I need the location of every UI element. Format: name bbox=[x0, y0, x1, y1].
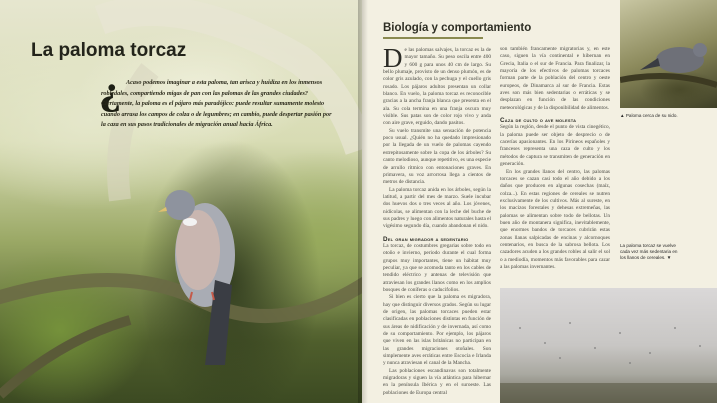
caption-top: ▲ Paloma cerca de su nido. bbox=[620, 113, 678, 118]
heading-rule bbox=[383, 37, 483, 39]
paragraph: Las poblaciones escandinavas son totalmente migradoras y siguen la vía atlántica para hibernar en la península Ibérica y en el suroeste. Las poblaciones de Europa central bbox=[383, 367, 491, 396]
paragraph: La paloma torcaz anida en los árboles, según la latitud, a partir del mes de marzo. Suele incubar dos huevos dos o tres veces al año. Los jóvenes, nidícolas, se alimentan con la leche del buche de sus padres y luego con alimentos naturales hasta el vigésimo segundo día, cuando abandonan el nido. bbox=[383, 186, 491, 230]
flock-illustration bbox=[500, 288, 717, 403]
page-gutter bbox=[358, 0, 368, 403]
drop-cap: D bbox=[383, 43, 403, 73]
photo-pigeon-near-nest bbox=[620, 0, 717, 108]
subheading-migrador: Del gran migrador a sedentario bbox=[383, 235, 469, 243]
caption-bottom: La paloma torcaz se vuelve cada vez más sedentaria en los llanos de cereales. ▼ bbox=[620, 243, 678, 260]
paragraph: La torcaz, de costumbres gregarias sobre todo en otoño e invierno, periodo durante el cual forma grupos muy importantes, tiene un hábitat muy peculiar, ya que se acomoda tanto en los cables de tendido eléctrico y antenas de televisión que atraviesan los grandes llanos como en los amplios bosques de coníferas o caducifolios. bbox=[383, 242, 491, 293]
photo-flock-over-fields bbox=[500, 288, 717, 403]
paragraph: Su vuelo transmite una sensación de potencia poco usual. ¿Quién no ha quedado impresionado por la llegada de un vuelo de palomas cayendo estrepitosamente sobre la copa de los árboles? Su canto melodioso, aunque repetitivo, es una especie de arrullo rítmico con entonaciones graves. En primavera, su voz arrorrosa llega a cientos de metros de distancia. bbox=[383, 127, 491, 186]
section-heading: Biología y comportamiento bbox=[383, 22, 532, 34]
text-column-1 bbox=[383, 43, 491, 397]
subheading-caza: Caza de culto o ave molesta bbox=[500, 117, 577, 125]
text-column-2 bbox=[500, 46, 610, 271]
article-title: La paloma torcaz bbox=[31, 40, 187, 61]
intro-paragraph: Acaso podemos imaginar a esta paloma, tan arisca y huidiza en los inmensos robledales, compartiendo migas de pan con las palomas de las grandes ciudades? Ciertamente, la paloma es el pájaro más paradójico: puede resultar sumamente molesto cuando arrasa los campos de colza o de legumbres; en cambio, puede despertar pasión por la caza en sus pasos tradicionales de migración anual hacia África. bbox=[101, 79, 332, 129]
paragraph: En los grandes llanos del centro, las palomas torcaces se cazan casi todo el año debido a los daños que producen en algunas cosechas (maíz, colza...). En estas regiones de cereales se nutren exclusivamente de los cultivos. Más al sureste, en los macizos forestales y dehesas extremeñas, las palomas se alimentan sobre todo de bellotas. Un buen año de montanera significa, inevitablemente, que enormes bandos de torcaces cubrirán estas zonas llanas salpicadas de encinas y alcornoques centenarios, en busca de la sabrosa bellota. Los cazadores acuden a los grandes robles al salir el sol o a mediodía, momentos más favorables para cazar a las palomas invernantes. bbox=[500, 168, 610, 270]
paragraph: son también francamente migratorias y, en este caso, siguen la vía continental e hibernan en Grecia, Italia o el sur de Francia. Para finalizar, la mayoría de los efectivos de palomas torcaces forman parte de la población del centro y oeste europeos, de Dinamarca al sur de Francia. Estas aves son más bien sedentarias o erráticas y se desplazan en función de las condiciones meteorológicas y de la disponibilidad de alimentos. bbox=[500, 46, 610, 111]
pigeon-illustration bbox=[620, 0, 717, 108]
paragraph: e las palomas salvajes, la torcaz es la de mayor tamaño. Su peso oscila entre 400 y 600 g para unos 40 cm de largo. Su bello plumaje, provisto de un denso plumón, es de color gris azulado, con la pechuga y el cuello gris rosado. Los pájaros adultos presentan un collar blanco. En vuelo, la paloma torcaz es reconocible gracias a la ancha franja blanca que presenta en el ala. Su cola termina en una franja oscura muy visible. Sus patas son de color rojo vivo y anda con aire grave, erguido, dando pasitos. bbox=[383, 47, 491, 127]
paragraph: Según la región, desde el punto de vista cinegético, la paloma puede ser objeto de desprecio o de cacerías apasionantes. En los Pirineos españoles y franceses representa una caza de culto y los métodos de captura se transmiten de generación en generación. bbox=[500, 124, 610, 168]
intro-drop-mark: ¿ bbox=[100, 72, 122, 114]
paragraph: Si bien es cierto que la paloma es migradora, hay que distinguir diversos grados. Según su lugar de origen, las palomas torcaces pueden estar clasificadas en poblaciones distintas en función de sus áreas de nidificación y de invernada, así como de su comportamiento. Por ejemplo, los pájaros que viven en las islas británicas no participan en las grandes migraciones otoñales. Son simplemente aves erráticas entre Escocia e Irlanda y nunca atraviesan el canal de la Mancha. bbox=[383, 294, 491, 367]
